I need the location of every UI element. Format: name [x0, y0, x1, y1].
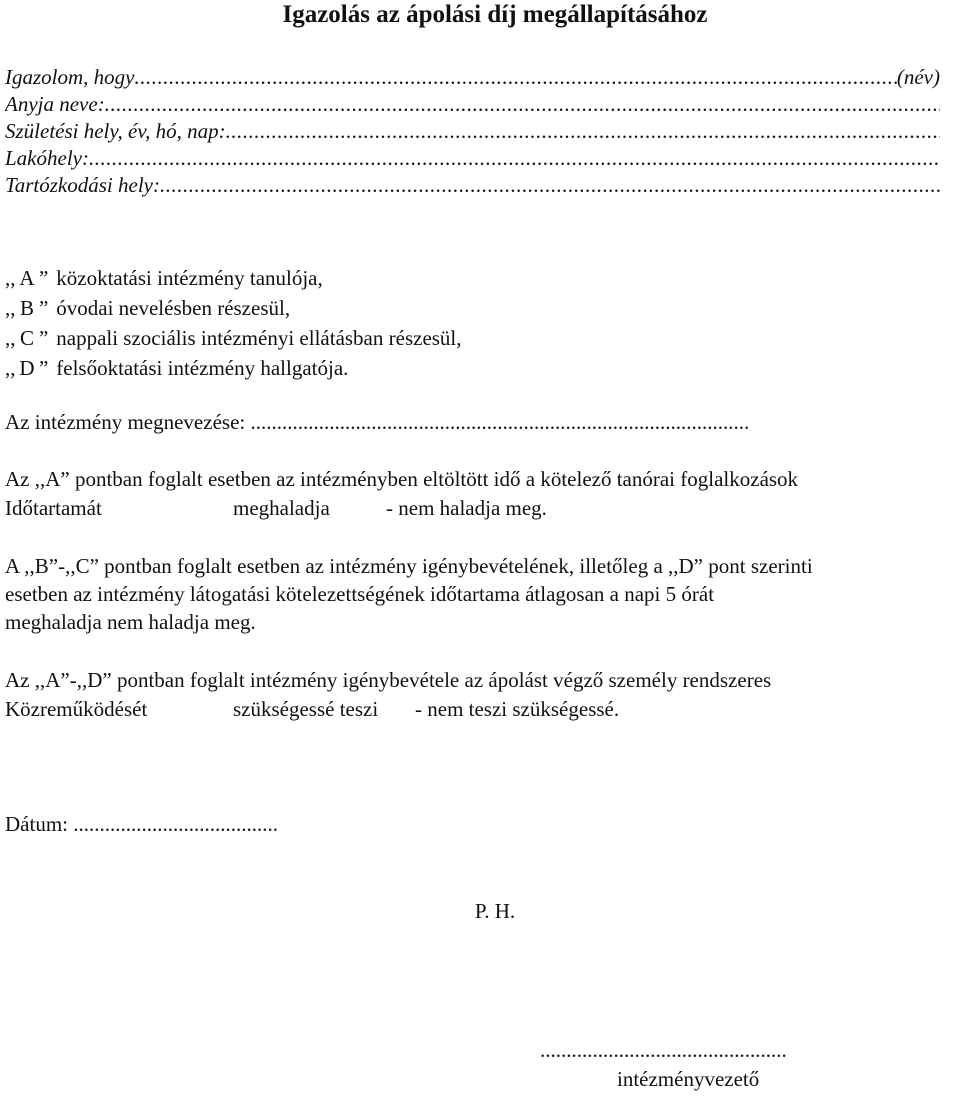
paragraph-d [5, 666, 955, 724]
field-name[interactable] [5, 64, 940, 91]
personal-data-fields [5, 64, 940, 199]
paragraph-a-line2 [5, 494, 955, 523]
field-residence-label: Lakóhely: [5, 146, 89, 170]
option-c-letter: C [19, 326, 34, 350]
option-b[interactable]: ,, B ” óvodai nevelésben részesül, [5, 293, 955, 323]
field-name-label: Igazolom, hogy [5, 65, 135, 89]
paragraph-bc [5, 552, 955, 636]
option-exceeds[interactable]: meghaladja [233, 496, 330, 520]
field-stay-label: Tartózkodási hely: [5, 173, 160, 197]
paragraph-d-cooperation-label: Közreműködését [5, 697, 148, 721]
field-residence[interactable] [5, 145, 940, 172]
option-a-letter: A [19, 266, 35, 290]
field-stay[interactable] [5, 172, 940, 199]
paragraph-bc-line1: A ,,B”-,,C” pontban foglalt esetben az intézmény igénybevételének, illetőleg a ,,D” pont szerinti [5, 554, 813, 578]
document-title: Igazolás az ápolási díj megállapításához [282, 1, 708, 28]
field-mother-name[interactable] [5, 91, 940, 118]
signature-line[interactable]: ............................................... [540, 1038, 787, 1062]
paragraph-d-line1: Az ,,A”-,,D” pontban foglalt intézmény igénybevétele az ápolást végző személy rendszeres [5, 668, 772, 692]
option-c[interactable]: ,, C ” nappali szociális intézményi ellátásban részesül, [5, 323, 955, 353]
signature-label: intézményvezető [617, 1067, 760, 1091]
paragraph-a-duration-label: Időtartamát [5, 496, 102, 520]
paragraph-a-line1: Az ,,A” pontban foglalt esetben az intézményben eltöltött idő a kötelező tanórai foglalkozások [5, 467, 799, 491]
field-birth-dots [226, 118, 940, 145]
field-mother-name-label: Anyja neve: [5, 92, 105, 116]
option-d-letter: D [19, 356, 35, 380]
institution-name-field[interactable]: Az intézmény megnevezése: ............................................................................................... [5, 410, 750, 434]
option-necessary[interactable]: szükségessé teszi [233, 697, 379, 721]
option-list [5, 263, 955, 383]
field-name-dots [135, 64, 897, 91]
option-not-necessary[interactable]: - nem teszi szükségessé. [415, 697, 620, 721]
option-c-text: nappali szociális intézményi ellátásban részesül, [56, 326, 462, 350]
option-d[interactable]: ,, D ” felsőoktatási intézmény hallgatója. [5, 353, 955, 383]
field-stay-dots [160, 172, 940, 199]
paragraph-d-line2 [5, 695, 955, 724]
field-mother-name-dots [105, 91, 940, 118]
field-residence-dots [89, 145, 940, 172]
field-birth[interactable] [5, 118, 940, 145]
date-field[interactable]: Dátum: ....................................... [5, 812, 278, 836]
paragraph-a [5, 465, 955, 523]
field-name-tail: (név) [896, 65, 940, 89]
option-d-text: felsőoktatási intézmény hallgatója. [56, 356, 349, 380]
option-b-text: óvodai nevelésben részesül, [56, 296, 291, 320]
option-a[interactable]: ,, A ” közoktatási intézmény tanulója, [5, 263, 955, 293]
option-not-exceeds[interactable]: - nem haladja meg. [386, 496, 547, 520]
option-a-text: közoktatási intézmény tanulója, [56, 266, 323, 290]
stamp-placeholder: P. H. [474, 899, 516, 923]
field-birth-label: Születési hely, év, hó, nap: [5, 119, 226, 143]
option-b-letter: B [19, 296, 34, 320]
paragraph-bc-line2: esetben az intézmény látogatási kötelezettségének időtartama átlagosan a napi 5 órát [5, 582, 715, 606]
paragraph-bc-line3[interactable]: meghaladja nem haladja meg. [5, 610, 256, 634]
